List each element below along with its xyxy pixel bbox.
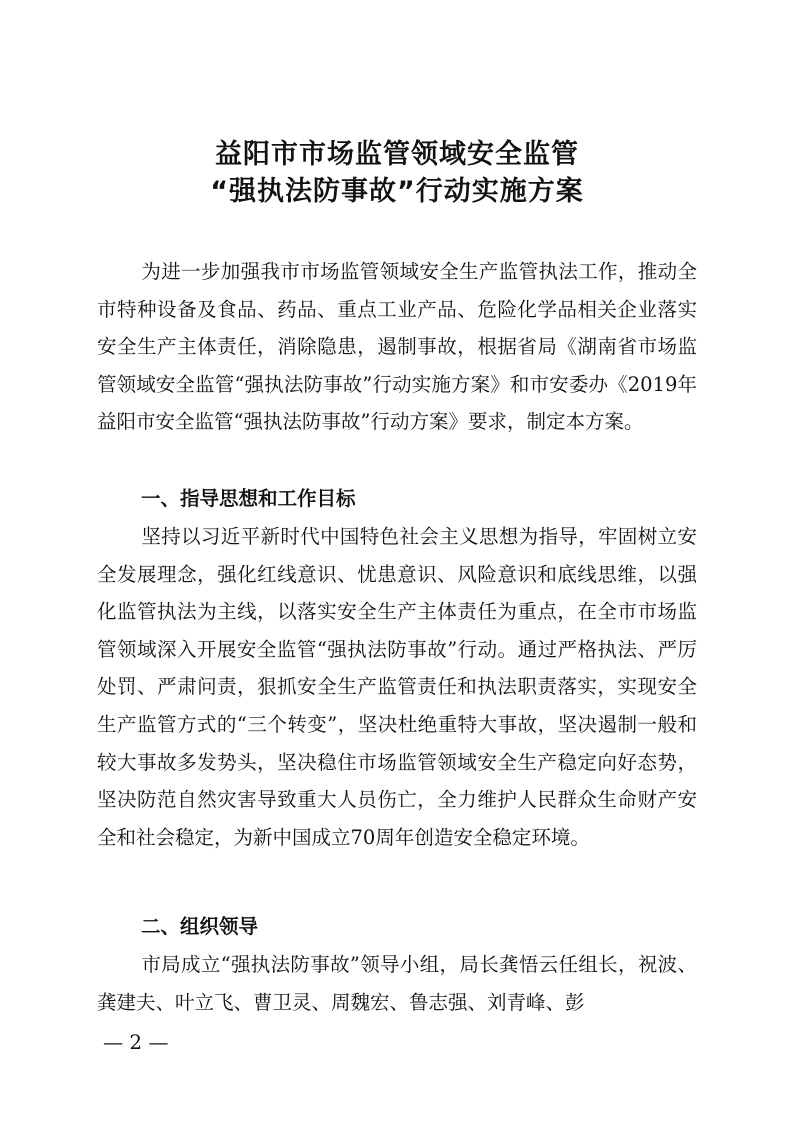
intro-paragraph xyxy=(97,253,697,441)
document-title-line-1: 益阳市市场监管领域安全监管 xyxy=(215,139,579,170)
document-title-line-2: “强执法防事故”行动实施方案 xyxy=(210,176,584,207)
section-1-paragraph xyxy=(97,518,697,856)
intro-paragraph-text: 为进一步加强我市市场监管领域安全生产监管执法工作，推动全市特种设备及食品、药品、重点工业产品、危险化学品相关企业落实安全生产主体责任，消除隐患，遏制事故，根据省局《湖南省市场监管领域安全监管“强执法防事故”行动实施方案》和市安委办《2019年益阳市安全监管“强执法防事故”行动方案》要求，制定本方案。 xyxy=(97,260,697,434)
page-number: — 2 — xyxy=(103,1030,169,1054)
section-1-paragraph-text: 坚持以习近平新时代中国特色社会主义思想为指导，牢固树立安全发展理念，强化红线意识、忧患意识、风险意识和底线思维，以强化监管执法为主线，以落实安全生产主体责任为重点，在全市市场监管领域深入开展安全监管“强执法防事故”行动。通过严格执法、严厉处罚、严肃问责，狠抓安全生产监管责任和执法职责落实，实现安全生产监管方式的“三个转变”，坚决杜绝重特大事故，坚决遏制一般和较大事故多发势头，坚决稳住市场监管领域安全生产稳定向好态势，坚决防范自然灾害导致重大人员伤亡，全力维护人民群众生命财产安全和社会稳定，为新中国成立70周年创造安全稳定环境。 xyxy=(97,525,697,849)
section-2-heading: 二、组织领导 xyxy=(141,915,259,938)
section-2-paragraph xyxy=(97,946,697,1021)
section-1-heading: 一、指导思想和工作目标 xyxy=(141,487,356,510)
section-2-paragraph-text: 市局成立“强执法防事故”领导小组，局长龚悟云任组长，祝波、龚建夫、叶立飞、曹卫灵、周魏宏、鲁志强、刘青峰、彭 xyxy=(97,953,697,1014)
